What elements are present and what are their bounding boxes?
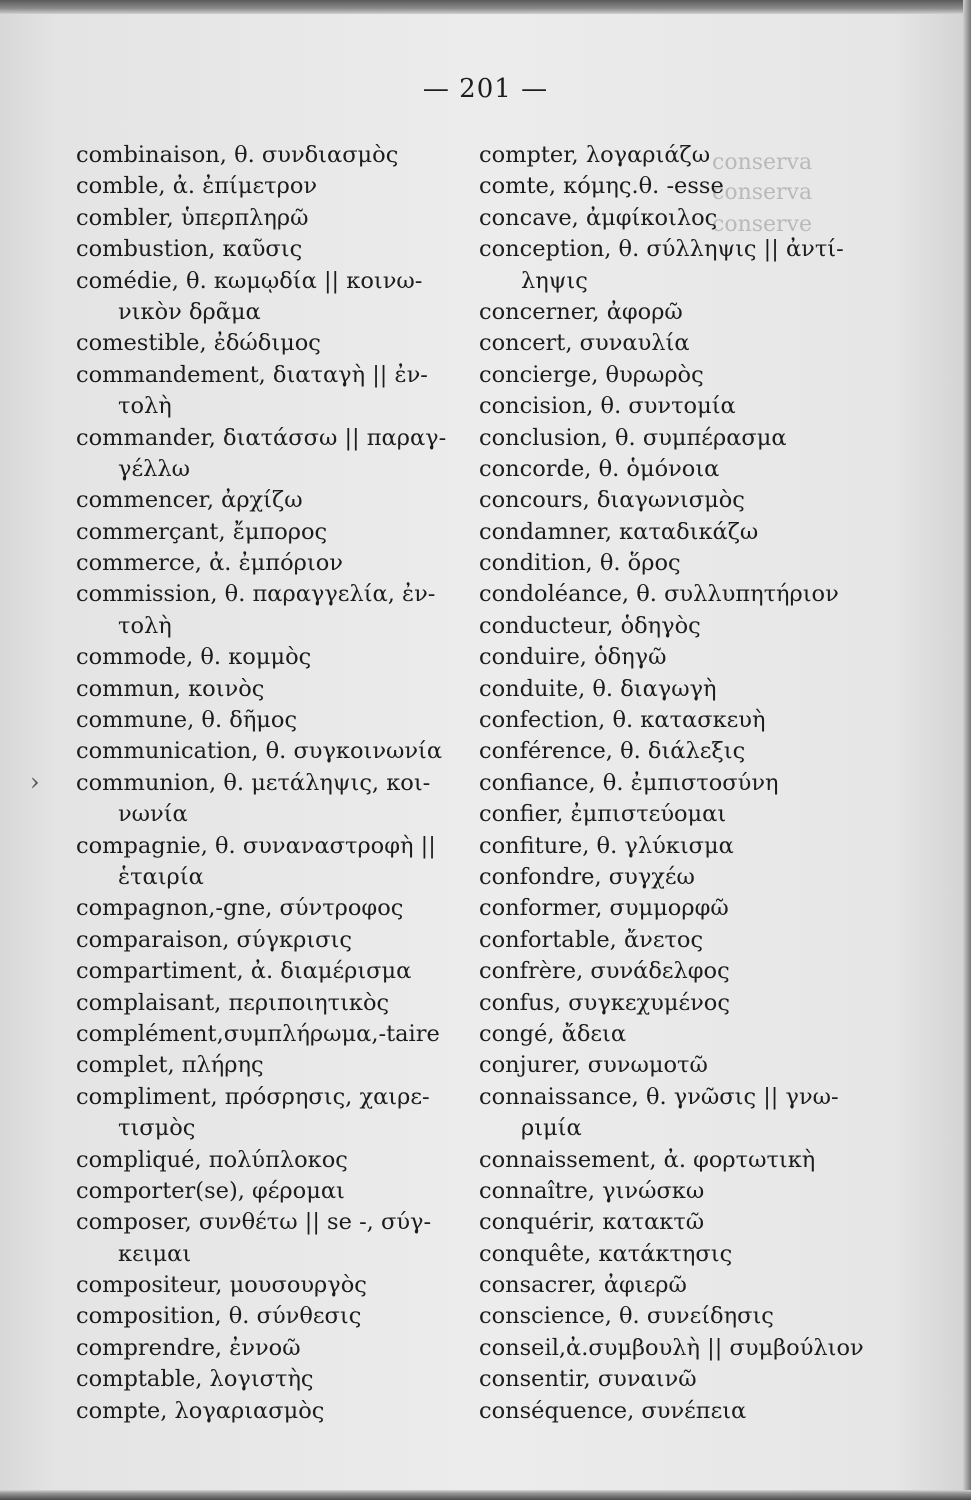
dictionary-entry: compositeur, μουσουργὸς (76, 1272, 367, 1299)
entry-continuation: τολὴ (118, 393, 172, 420)
dictionary-entry: confection, θ. κατασκευὴ (479, 707, 766, 734)
entry-continuation: τολὴ (118, 612, 172, 639)
dictionary-entry: connaissance, θ. γνῶσις || γνω- (479, 1083, 839, 1110)
dictionary-entry: commode, θ. κομμὸς (76, 644, 312, 671)
scan-bottom-edge (0, 1490, 971, 1500)
dictionary-entry: combinaison, θ. συνδιασμὸς (76, 142, 399, 168)
show-through-texture: conserve (712, 212, 813, 237)
dictionary-entry: comestible, ἐδώδιμος (76, 330, 321, 357)
dictionary-entry: congé, ἄδεια (479, 1020, 627, 1047)
dictionary-entry: conseil,ἀ.συμβουλὴ || συμβούλιον (479, 1334, 864, 1361)
dictionary-entry: confrère, συνάδελφος (479, 958, 730, 985)
dictionary-entry: comte, κόμης.θ. -esse (479, 173, 724, 200)
dictionary-entry: concours, διαγωνισμὸς (479, 487, 745, 514)
dictionary-entry: compte, λογαριασμὸς (76, 1397, 325, 1424)
scan-top-edge (0, 0, 971, 14)
dictionary-entry: concert, συναυλία (479, 330, 690, 357)
dictionary-entry: condamner, καταδικάζω (479, 518, 759, 545)
entry-continuation: γέλλω (118, 455, 190, 482)
margin-mark: › (30, 768, 40, 796)
dictionary-entry: connaître, γινώσκω (479, 1177, 705, 1204)
dictionary-entry: concision, θ. συντομία (479, 393, 736, 420)
dictionary-entry: conception, θ. σύλληψις || ἀντί- (479, 236, 844, 263)
dictionary-entry: conséquence, συνέπεια (479, 1397, 747, 1424)
dictionary-entry: conduire, ὁδηγῶ (479, 644, 667, 671)
dictionary-entry: communion, θ. μετάληψις, κοι- (76, 769, 431, 796)
show-through-texture: conserva (712, 150, 813, 175)
dictionary-entry: conformer, συμμορφῶ (479, 895, 729, 922)
dictionary-entry: compagnon,-gne, σύντροφος (76, 895, 404, 922)
dictionary-entry: conscience, θ. συνείδησις (479, 1303, 774, 1330)
dictionary-entry: conférence, θ. διάλεξις (479, 738, 746, 765)
dictionary-entry: conclusion, θ. συμπέρασμα (479, 424, 787, 451)
dictionary-entry: confiance, θ. ἐμπιστοσύνη (479, 769, 779, 796)
dictionary-entry: compliqué, πολύπλοκος (76, 1146, 348, 1173)
dictionary-entry: condoléance, θ. συλλυπητήριον (479, 581, 839, 608)
dictionary-entry: communication, θ. συγκοινωνία (76, 738, 443, 765)
dictionary-entry: connaissement, ἀ. φορτωτικὴ (479, 1146, 816, 1173)
dictionary-entry: confus, συγκεχυμένος (479, 989, 730, 1016)
page-number: — 201 — (422, 74, 549, 104)
dictionary-entry: composer, συνθέτω || se -, σύγ- (76, 1209, 432, 1236)
show-through-texture: conserva (712, 180, 813, 205)
dictionary-entry: conquérir, κατακτῶ (479, 1209, 705, 1236)
dictionary-entry: comparaison, σύγκρισις (76, 926, 352, 953)
dictionary-entry: comprendre, ἐννοῶ (76, 1334, 301, 1361)
dictionary-entry: concerner, ἀφορῶ (479, 298, 683, 325)
dictionary-entry: conducteur, ὁδηγὸς (479, 612, 701, 639)
dictionary-entry: composition, θ. σύνθεσις (76, 1303, 362, 1330)
dictionary-entry: comptable, λογιστὴς (76, 1366, 314, 1393)
entry-continuation: νικὸν δρᾶμα (118, 298, 261, 325)
dictionary-entry: consacrer, ἀφιερῶ (479, 1272, 687, 1299)
dictionary-entry: concierge, θυρωρὸς (479, 361, 704, 388)
dictionary-entry: conquête, κατάκτησις (479, 1240, 733, 1267)
dictionary-entry: commerçant, ἔμπορος (76, 518, 328, 545)
dictionary-entry: commission, θ. παραγγελία, ἐν- (76, 581, 436, 608)
entry-continuation: τισμὸς (118, 1115, 196, 1142)
entry-continuation: ληψις (521, 267, 588, 294)
entry-continuation: ριμία (521, 1115, 582, 1142)
dictionary-entry: concave, ἀμφίκοιλος (479, 204, 718, 231)
dictionary-entry: comédie, θ. κωμῳδία || κοινω- (76, 267, 423, 294)
dictionary-entry: commun, κοινὸς (76, 675, 265, 702)
dictionary-entry: commerce, ἀ. ἐμπόριον (76, 550, 343, 577)
dictionary-entry: confiture, θ. γλύκισμα (479, 832, 734, 859)
dictionary-entry: comble, ἀ. ἐπίμετρον (76, 173, 318, 200)
dictionary-entry: conjurer, συνωμοτῶ (479, 1052, 708, 1079)
dictionary-entry: combustion, καῦσις (76, 236, 303, 263)
left-column (76, 140, 468, 1427)
dictionary-entry: complément,συμπλήρωμα,-taire (76, 1020, 440, 1047)
entry-continuation: νωνία (118, 801, 188, 828)
dictionary-entry: consentir, συναινῶ (479, 1366, 697, 1393)
dictionary-entry: compter, λογαριάζω (479, 142, 711, 168)
dictionary-entry: concorde, θ. ὁμόνοια (479, 455, 720, 482)
dictionary-entry: comporter(se), φέρομαι (76, 1177, 345, 1204)
dictionary-entry: commune, θ. δῆμος (76, 707, 298, 734)
dictionary-entry: commandement, διαταγὴ || ἐν- (76, 361, 428, 388)
dictionary-entry: conduite, θ. διαγωγὴ (479, 675, 717, 702)
dictionary-entry: commencer, ἀρχίζω (76, 487, 303, 514)
dictionary-entry: compliment, πρόσρησις, χαιρε- (76, 1083, 430, 1110)
dictionary-entry: complet, πλήρης (76, 1052, 264, 1079)
right-column (479, 140, 871, 1427)
dictionary-entry: complaisant, περιποιητικὸς (76, 989, 390, 1016)
dictionary-entry: confondre, συγχέω (479, 863, 695, 890)
dictionary-entry: condition, θ. ὅρος (479, 550, 681, 577)
entry-continuation: ἑταιρία (118, 863, 204, 890)
dictionary-entry: confier, ἐμπιστεύομαι (479, 801, 727, 828)
dictionary-entry: compartiment, ἀ. διαμέρισμα (76, 958, 412, 985)
entry-continuation: κειμαι (118, 1240, 192, 1267)
dictionary-entry: compagnie, θ. συναναστροφὴ || (76, 832, 436, 859)
dictionary-entry: confortable, ἄνετος (479, 926, 704, 953)
dictionary-entry: combler, ὑπερπληρῶ (76, 204, 309, 231)
scan-right-edge (963, 0, 971, 1500)
dictionary-entry: commander, διατάσσω || παραγ- (76, 424, 447, 451)
